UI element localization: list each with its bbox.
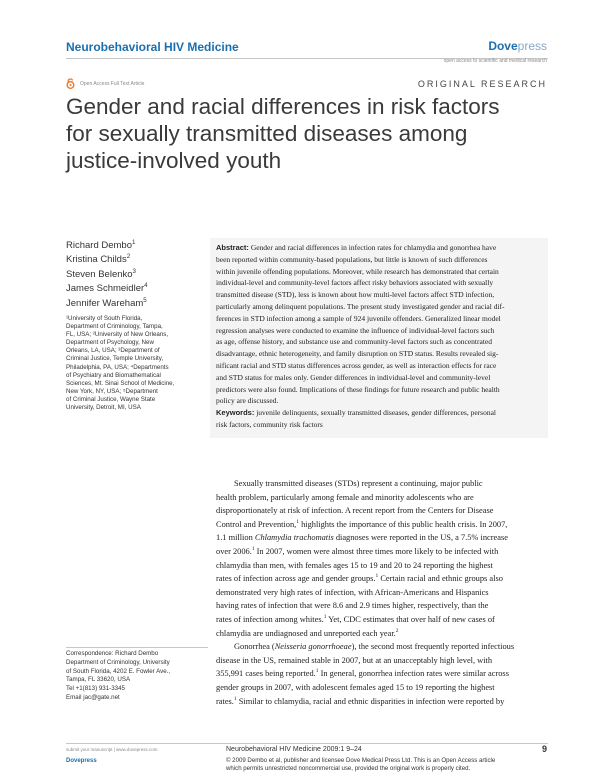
abstract-line: policy are discussed. [216,396,279,406]
body-line: disproportionately at risk of infection. A recent report from the Centers for Disease [216,506,494,516]
body-line: rates.$^1$ Similar to chlamydia, racial and ethnic disparities in infection were reported by [216,695,505,706]
author: Kristina Childs$^2$ [66,253,131,266]
correspondence-line: of South Florida, 4202 E. Fowler Ave., [66,667,171,675]
body-line: chlamydia than men, with females ages 15 to 19 and 20 to 24 reporting the highest [216,560,493,570]
body-line: 1.1 million Chlamydia trachomatis diagnoses were reported in the US, a 7.5% increase [216,533,508,543]
author: Jennifer Wareham$^5$ [66,296,147,309]
affiliation-line: Department of Psychology, New [66,339,154,347]
body-line: health problem, particularly among female and minority adolescents who are [216,492,474,502]
journal-name: Neurobehavioral HIV Medicine [66,40,239,54]
body-line: demonstrated very high rates of infection, with African-Americans and Hispanics [216,587,489,597]
abstract-line: Abstract: Gender and racial differences in infection rates for chlamydia and gonorrhea have [216,243,497,252]
author: Steven Belenko$^3$ [66,267,136,280]
affiliation-line: Orleans, LA, USA; ³Department of [66,347,160,355]
abstract [216,242,546,431]
body-text [216,477,548,708]
keywords-line: risk factors, community risk factors [216,419,323,429]
title-line: for sexually transmitted diseases among [66,121,468,146]
publisher-logo-light: press [517,39,547,53]
affiliation-line: University, Detroit, MI, USA [66,404,141,412]
body-line: chlamydia are undiagnosed and unreported each year.$^2$ [216,627,399,638]
body-line: gender groups in 2007, with adolescent females aged 15 to 19 reporting the highest [216,682,495,692]
submit-manuscript-link[interactable]: submit your manuscript | www.dovepress.com [66,747,158,752]
body-line: rates of infection across age and gender groups.$^1$ Certain racial and ethnic groups also [216,573,503,584]
body-line: Sexually transmitted diseases (STDs) represent a continuing, major public [234,479,483,488]
author: Richard Dembo$^1$ [66,238,136,251]
page-number: 9 [541,744,547,754]
abstract-label: Abstract: [216,243,249,252]
abstract-line: nificant racial and STD status differences across gender, as well as interaction effects for race [216,360,497,370]
affiliation-line: FL, USA; ²University of New Orleans, [66,331,169,339]
correspondence-line: Tampa, FL 33620, USA [66,676,131,684]
author: James Schmeidler$^4$ [66,282,148,295]
affiliation-line: Department of Criminology, Tampa, [66,323,163,331]
abstract-line: within juvenile offending populations. Moreover, while research has demonstrated that certain [216,266,499,276]
correspondence-line: Tel +1(813) 931-3345 [66,685,125,693]
abstract-line: individual-level and community-level factors affect risky behaviors associated with sexually [216,278,494,288]
publisher-tagline: open access to scientific and medical research [443,58,547,64]
body-line: 355,991 cases being reported.$^1$ In general, gonorrhea infection rates were similar across [216,668,509,679]
body-line: over 2006.$^1$ In 2007, women were almost three times more likely to be infected with [216,546,499,556]
affiliation-line: New York, NY, USA; ⁵Department [66,387,158,395]
copyright-line: © 2009 Dembo et al, publisher and licensee Dove Medical Press Ltd. This is an Open Access article [226,757,496,764]
journal-citation: Neurobehavioral HIV Medicine 2009:1 9–24 [226,746,362,753]
affiliations [66,315,208,412]
copyright-line: which permits unrestricted noncommercial use, provided the original work is properly cited. [226,765,471,773]
keywords-label: Keywords: [216,408,255,418]
body-line: having rates of infection that were 8.6 and 2.9 times higher, respectively, than the [216,601,489,611]
title-line: justice-involved youth [66,148,282,173]
keywords-line: Keywords: juvenile delinquents, sexually transmitted diseases, gender differences, personal [216,408,497,418]
body-line: rates of infection among whites.$^1$ Yet, CDC estimates that over half of new cases of [216,614,495,624]
author-list [66,239,148,311]
footer-publisher-logo[interactable]: Dovepress [66,758,97,764]
affiliation-line: of Psychiatry and Biomathematical [66,371,161,379]
affiliation-line: Criminal Justice, Temple University, [66,355,164,363]
correspondence-rule [66,647,208,648]
open-access-lock-icon [66,78,75,89]
abstract-line: been reported within community-based populations, but little is known of such differences [216,254,488,264]
affiliation-line: ¹University of South Florida, [66,315,143,322]
abstract-line: and STD status for males only. Gender differences in individual-level and community-level [216,372,491,382]
abstract-line: predictors were also found. Implications of these findings for future research and public health [216,384,500,394]
footer-rule [66,743,548,744]
body-line: disease in the US, remained stable in 2007, but at an unacceptably high level, with [216,655,493,665]
abstract-line: as age, offense history, and substance use and community-level factors such as concentrated [216,337,492,347]
affiliation-line: Sciences, Mt. Sinai School of Medicine, [66,379,175,387]
correspondence [66,650,208,703]
title-line: Gender and racial differences in risk factors [66,94,500,119]
abstract-line: transmitted disease (STD), less is known about how multi-level factors affect STD infection, [216,290,495,300]
article-title [66,93,546,174]
body-line: Gonorrhea (Neisseria gonorrhoeae), the second most frequently reported infectious [234,642,515,652]
correspondence-line: Correspondence: Richard Dembo [66,650,159,657]
correspondence-email[interactable]: Email jac@gate.net [66,693,120,701]
affiliation-line: of Criminal Justice, Wayne State [66,395,156,403]
affiliation-line: Philadelphia, PA, USA; ⁴Departments [66,363,169,371]
body-line: Control and Prevention,$^1$ highlights the importance of this public health crisis. In 2007, [216,518,508,529]
copyright-notice [226,757,495,774]
article-type: ORIGINAL RESEARCH [417,79,547,89]
abstract-line: particularly among delinquent populations. The present study investigated gender and racial dif- [216,301,505,311]
abstract-line: ferences in STD infection among a sample of 924 juvenile offenders. Generalized linear model [216,313,501,323]
abstract-line: regression analyses were conducted to examine the influence of individual-level factors such [216,325,495,335]
abstract-line: disadvantage, ethnic heterogeneity, and family disruption on STD status. Results revealed sig- [216,349,499,359]
open-access-label: Open Access Full Text Article [80,81,145,87]
publisher-logo-bold: Dove [488,39,518,53]
correspondence-line: Department of Criminology, University [66,658,170,666]
publisher-logo[interactable] [488,39,547,53]
